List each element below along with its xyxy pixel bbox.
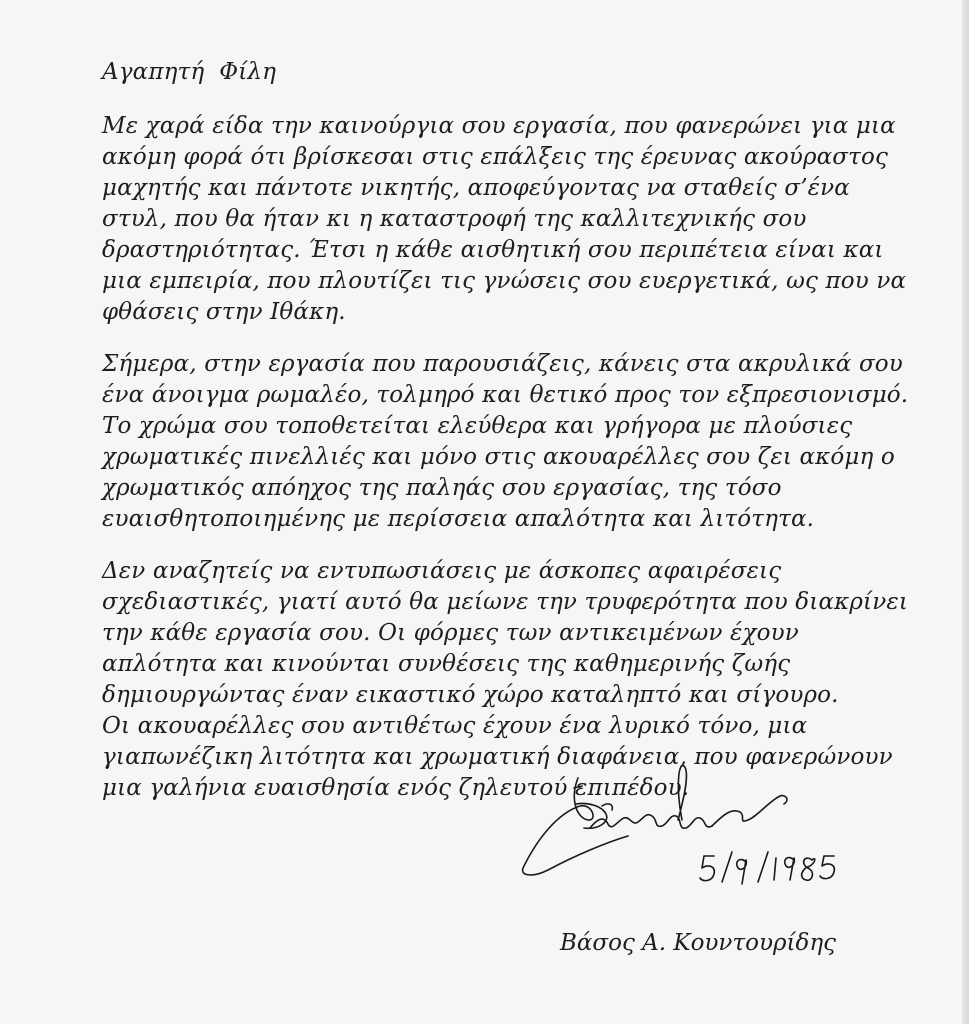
text-line: στυλ, που θα ήταν κι η καταστροφή της καλλιτεχνικής σου	[102, 206, 807, 232]
text-line: την κάθε εργασία σου. Οι φόρμες των αντικειμένων έχουν	[102, 620, 799, 646]
page-edge	[962, 0, 969, 1024]
signature-tail	[712, 796, 787, 826]
text-line: Σήμερα, στην εργασία που παρουσιάζεις, κάνεις στα ακρυλικά σου	[102, 351, 903, 377]
greeting: Αγαπητή Φίλη	[102, 59, 277, 85]
signature-loop	[678, 766, 686, 820]
text-line: χρωματικός απόηχος της παληάς σου εργασίας, της τόσο	[102, 475, 782, 501]
text-line: δημιουργώντας έναν εικαστικό χώρο καταληπτό και σίγουρο.	[102, 682, 839, 708]
text-line: Με χαρά είδα την καινούργια σου εργασία, που φανερώνει για μια	[102, 113, 896, 139]
handwritten-date	[700, 852, 834, 884]
text-line: μια γαλήνια ευαισθησία ενός ζηλευτού επιπέδου.	[102, 775, 690, 801]
paragraph-1	[102, 111, 907, 328]
text-line: δραστηριότητας. Έτσι η κάθε αισθητική σου περιπέτεια είναι και	[102, 237, 884, 263]
text-line: ακόμη φορά ότι βρίσκεσαι στις επάλξεις της έρευνας ακούραστος	[102, 144, 889, 170]
text-line: ένα άνοιγμα ρωμαλέο, τολμηρό και θετικό προς τον εξπρεσιονισμό.	[102, 382, 909, 408]
letter-body	[102, 56, 909, 825]
paragraph-2	[102, 349, 909, 535]
signature-drawing	[518, 758, 838, 898]
signature-name-stroke	[590, 815, 712, 829]
text-line: γιαπωνέζικη λιτότητα και χρωματική διαφάνεια, που φανερώνουν	[102, 744, 893, 770]
signer-name: Βάσος Α. Κουντουρίδης	[560, 930, 836, 956]
text-line: φθάσεις στην Ιθάκη.	[102, 299, 346, 325]
text-line: Δεν αναζητείς να εντυπωσιάσεις με άσκοπες αφαιρέσεις	[102, 558, 782, 584]
signature-mark	[602, 804, 612, 810]
text-line: ευαισθητοποιημένης με περίσσεια απαλότητα και λιτότητα.	[102, 506, 815, 532]
text-line: μαχητής και πάντοτε νικητής, αποφεύγοντας να σταθείς σ’ένα	[102, 175, 850, 201]
text-line: Το χρώμα σου τοποθετείται ελεύθερα και γρήγορα με πλούσιες	[102, 413, 853, 439]
text-line: απλότητα και κινούνται συνθέσεις της καθημερινής ζωής	[102, 651, 791, 677]
text-line: σχεδιαστικές, γιατί αυτό θα μείωνε την τρυφερότητα που διακρίνει	[102, 589, 909, 615]
text-line: Οι ακουαρέλλες σου αντιθέτως έχουν ένα λυρικό τόνο, μια	[102, 713, 808, 739]
text-line: μια εμπειρία, που πλουτίζει τις γνώσεις σου ευεργετικά, ως που να	[102, 268, 907, 294]
handwritten-signature	[518, 758, 838, 898]
text-line: χρωματικές πινελλιές και μόνο στις ακουαρέλλες σου ζει ακόμη ο	[102, 444, 895, 470]
